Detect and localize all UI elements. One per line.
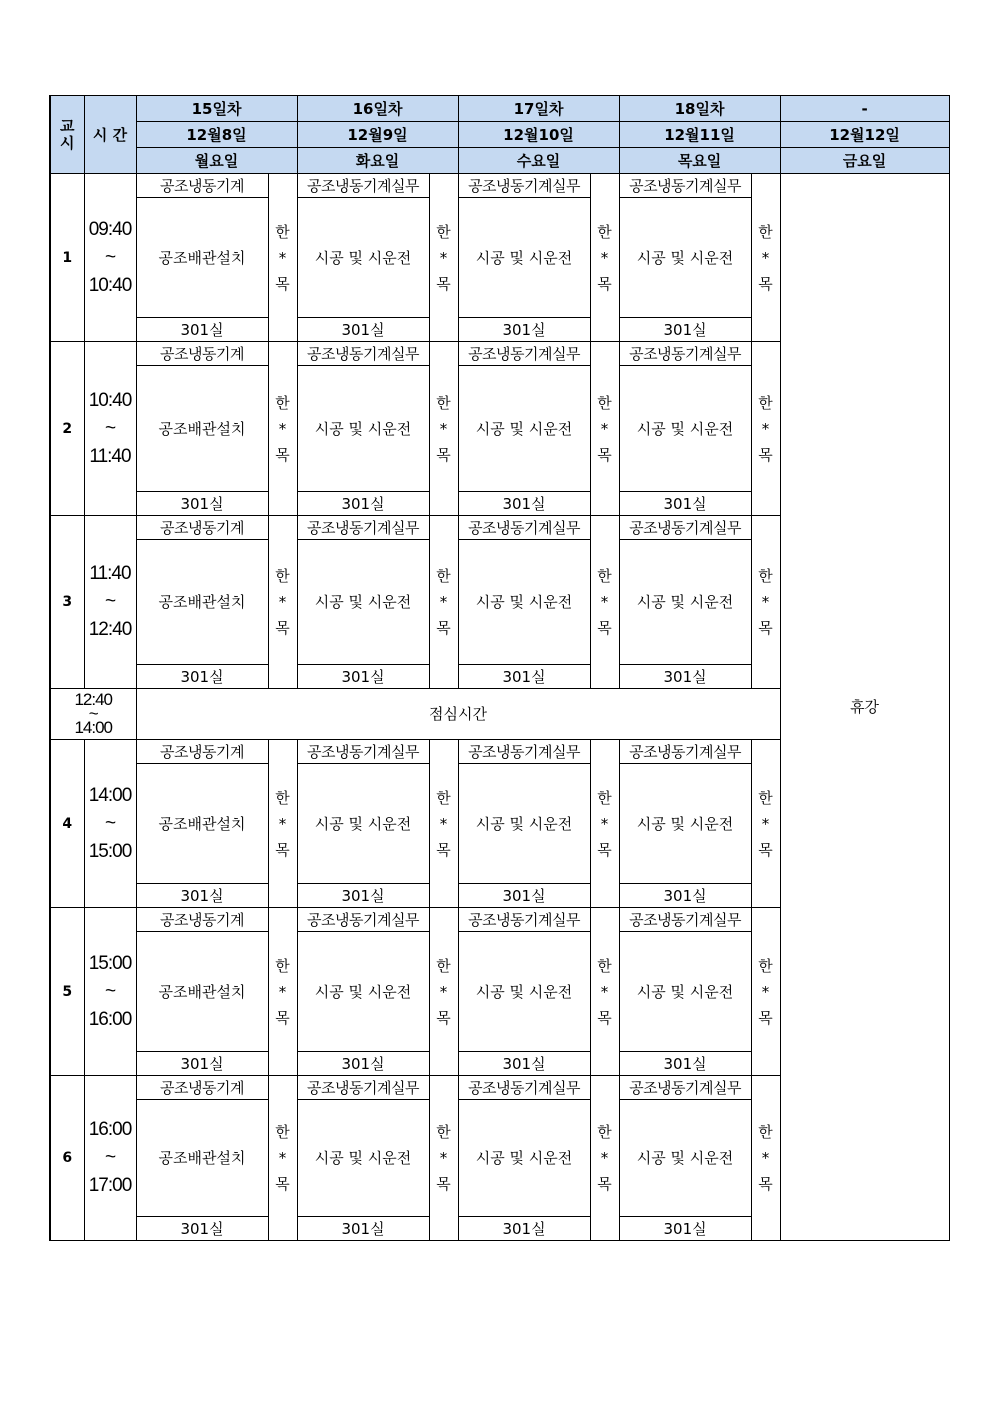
- instructor-line2: *: [600, 419, 609, 438]
- lesson-subject: 공조냉동기계실무: [297, 1076, 429, 1100]
- lunch-time-start: 12:40: [74, 690, 113, 709]
- instructor-line1: 한: [597, 956, 612, 975]
- period-header-char2: 시: [60, 133, 75, 152]
- lesson-room: 301실: [136, 1217, 268, 1241]
- lesson-unit: 시공 및 시운전: [619, 198, 751, 318]
- period-time: [84, 516, 136, 689]
- instructor-cell: [751, 908, 780, 1076]
- instructor-line3: 목: [275, 619, 290, 637]
- instructor-cell: [590, 740, 619, 908]
- period-time-start: 14:00: [88, 784, 132, 806]
- lesson-subject: 공조냉동기계: [136, 908, 268, 932]
- lunch-time-sep: ~: [88, 704, 98, 723]
- day-number: 17일차: [458, 96, 619, 122]
- instructor-line3: 목: [436, 1175, 451, 1193]
- instructor-line1: 한: [436, 956, 451, 975]
- lesson-unit: 시공 및 시운전: [297, 932, 429, 1052]
- period-number: 6: [50, 1076, 84, 1241]
- instructor-line3: 목: [597, 619, 612, 637]
- instructor-line1: 한: [758, 567, 773, 585]
- instructor-line2: *: [439, 419, 448, 438]
- lesson-room: 301실: [136, 1052, 268, 1076]
- instructor-line2: *: [278, 982, 287, 1001]
- instructor-line1: 한: [436, 222, 451, 241]
- lesson-unit: 시공 및 시운전: [458, 932, 590, 1052]
- instructor-line3: 목: [758, 619, 773, 637]
- day-date: 12월8일: [136, 122, 297, 148]
- lesson-subject: 공조냉동기계실무: [619, 740, 751, 764]
- instructor-line3: 목: [758, 840, 773, 859]
- instructor-line3: 목: [758, 274, 773, 293]
- day-number: 18일차: [619, 96, 780, 122]
- instructor-line1: 한: [597, 788, 612, 807]
- lesson-subject: 공조냉동기계실무: [458, 516, 590, 540]
- lesson-unit: 시공 및 시운전: [458, 1100, 590, 1217]
- lesson-room: 301실: [297, 1217, 429, 1241]
- lesson-room: 301실: [136, 884, 268, 908]
- header-row-weekday: [50, 148, 949, 174]
- period-time-start: 11:40: [89, 563, 131, 584]
- instructor-line3: 목: [275, 1008, 290, 1027]
- instructor-line3: 목: [436, 840, 451, 859]
- instructor-line1: 한: [275, 393, 290, 412]
- instructor-line3: 목: [597, 445, 612, 464]
- lesson-room: 301실: [297, 1052, 429, 1076]
- lesson-room: 301실: [297, 884, 429, 908]
- lesson-subject: 공조냉동기계실무: [619, 1076, 751, 1100]
- day-weekday: 화요일: [297, 148, 458, 174]
- period-time-start: 15:00: [88, 952, 132, 974]
- lesson-unit: 시공 및 시운전: [297, 540, 429, 665]
- lesson-unit: 시공 및 시운전: [619, 1100, 751, 1217]
- instructor-cell: [268, 174, 297, 342]
- lesson-room: 301실: [136, 492, 268, 516]
- lesson-room: 301실: [619, 1052, 751, 1076]
- instructor-line2: *: [761, 1149, 770, 1167]
- instructor-line1: 한: [758, 956, 773, 975]
- instructor-line3: 목: [597, 274, 612, 293]
- instructor-line1: 한: [436, 1123, 451, 1141]
- lesson-unit: 시공 및 시운전: [458, 540, 590, 665]
- period-time-sep: ~: [104, 812, 116, 834]
- lesson-room: 301실: [297, 492, 429, 516]
- lesson-unit: 시공 및 시운전: [458, 366, 590, 492]
- lesson-subject: 공조냉동기계: [136, 174, 268, 198]
- instructor-line2: *: [439, 593, 448, 611]
- instructor-cell: [268, 740, 297, 908]
- lesson-unit: 시공 및 시운전: [297, 1100, 429, 1217]
- period-time-sep: ~: [104, 591, 116, 612]
- period-time: [84, 342, 136, 516]
- instructor-line2: *: [278, 593, 287, 611]
- lesson-subject: 공조냉동기계실무: [458, 342, 590, 366]
- instructor-line1: 한: [597, 1123, 612, 1141]
- instructor-line1: 한: [275, 788, 290, 807]
- instructor-line3: 목: [275, 840, 290, 859]
- day-weekday: 목요일: [619, 148, 780, 174]
- period-number: 5: [50, 908, 84, 1076]
- period-number: 4: [50, 740, 84, 908]
- lunch-time-end: 14:00: [74, 718, 113, 737]
- lesson-room: 301실: [458, 492, 590, 516]
- instructor-cell: [429, 174, 458, 342]
- period-number: 2: [50, 342, 84, 516]
- instructor-line2: *: [761, 982, 770, 1001]
- instructor-line2: *: [600, 814, 609, 833]
- instructor-line3: 목: [436, 274, 451, 293]
- instructor-line1: 한: [275, 956, 290, 975]
- instructor-line3: 목: [436, 619, 451, 637]
- lesson-room: 301실: [619, 492, 751, 516]
- instructor-line2: *: [278, 1149, 287, 1167]
- lesson-unit: 공조배관설치: [136, 198, 268, 318]
- instructor-line1: 한: [758, 393, 773, 412]
- lesson-subject: 공조냉동기계: [136, 740, 268, 764]
- lesson-room: 301실: [619, 665, 751, 689]
- friday-cancelled: 휴강: [780, 174, 949, 1241]
- lesson-unit: 공조배관설치: [136, 366, 268, 492]
- period-header: [50, 96, 84, 174]
- instructor-cell: [429, 1076, 458, 1241]
- timetable: [49, 95, 950, 1241]
- period-number: 3: [50, 516, 84, 689]
- day-weekday: 수요일: [458, 148, 619, 174]
- instructor-cell: [268, 1076, 297, 1241]
- lesson-room: 301실: [458, 665, 590, 689]
- day-number: 16일차: [297, 96, 458, 122]
- lesson-room: 301실: [458, 318, 590, 342]
- instructor-line2: *: [761, 419, 770, 438]
- instructor-cell: [590, 174, 619, 342]
- instructor-line3: 목: [275, 445, 290, 464]
- lesson-room: 301실: [136, 318, 268, 342]
- instructor-line2: *: [600, 593, 609, 611]
- period-time-end: 12:40: [88, 619, 132, 640]
- instructor-line1: 한: [758, 788, 773, 807]
- instructor-cell: [429, 516, 458, 689]
- instructor-line3: 목: [436, 1008, 451, 1027]
- day-date: 12월12일: [780, 122, 949, 148]
- lesson-room: 301실: [619, 1217, 751, 1241]
- lesson-room: 301실: [136, 665, 268, 689]
- lesson-room: 301실: [297, 665, 429, 689]
- instructor-line3: 목: [597, 1175, 612, 1193]
- lesson-subject: 공조냉동기계실무: [619, 908, 751, 932]
- lesson-unit: 시공 및 시운전: [458, 764, 590, 884]
- lesson-subject: 공조냉동기계실무: [458, 740, 590, 764]
- lesson-subject: 공조냉동기계실무: [619, 516, 751, 540]
- instructor-line2: *: [439, 814, 448, 833]
- instructor-line1: 한: [275, 1123, 290, 1141]
- instructor-line2: *: [278, 419, 287, 438]
- instructor-line1: 한: [597, 393, 612, 412]
- lesson-unit: 시공 및 시운전: [458, 198, 590, 318]
- instructor-cell: [751, 342, 780, 516]
- lesson-subject: 공조냉동기계: [136, 1076, 268, 1100]
- lunch-time: [50, 689, 136, 740]
- period-time-end: 15:00: [88, 840, 132, 862]
- period-time: [84, 740, 136, 908]
- lesson-subject: 공조냉동기계실무: [297, 908, 429, 932]
- day-date: 12월11일: [619, 122, 780, 148]
- period-header-char1: 교: [60, 116, 75, 135]
- instructor-line1: 한: [597, 567, 612, 585]
- lesson-subject: 공조냉동기계실무: [619, 174, 751, 198]
- instructor-line1: 한: [275, 567, 290, 585]
- period-time: [84, 174, 136, 342]
- instructor-line2: *: [761, 248, 770, 267]
- instructor-line2: *: [439, 1149, 448, 1167]
- instructor-line3: 목: [436, 445, 451, 464]
- lunch-label: 점심시간: [136, 689, 780, 740]
- period-time-sep: ~: [104, 246, 116, 268]
- instructor-line3: 목: [275, 274, 290, 293]
- instructor-line3: 목: [275, 1175, 290, 1193]
- lesson-unit: 공조배관설치: [136, 540, 268, 665]
- period-time-end: 11:40: [89, 445, 131, 467]
- lesson-subject: 공조냉동기계: [136, 342, 268, 366]
- instructor-cell: [268, 516, 297, 689]
- instructor-line2: *: [278, 248, 287, 267]
- lesson-unit: 시공 및 시운전: [297, 764, 429, 884]
- instructor-line2: *: [600, 248, 609, 267]
- period-time-sep: ~: [104, 417, 116, 439]
- instructor-cell: [429, 740, 458, 908]
- lesson-subject: 공조냉동기계실무: [297, 342, 429, 366]
- instructor-line2: *: [600, 982, 609, 1001]
- day-number: -: [780, 96, 949, 122]
- lesson-room: 301실: [619, 318, 751, 342]
- instructor-line2: *: [278, 814, 287, 833]
- period-time-start: 16:00: [88, 1119, 132, 1140]
- lesson-unit: 시공 및 시운전: [619, 540, 751, 665]
- lesson-subject: 공조냉동기계실무: [458, 1076, 590, 1100]
- instructor-line3: 목: [597, 1008, 612, 1027]
- instructor-cell: [429, 908, 458, 1076]
- lesson-subject: 공조냉동기계실무: [458, 174, 590, 198]
- header-row-date: [50, 122, 949, 148]
- instructor-line1: 한: [436, 788, 451, 807]
- instructor-cell: [751, 516, 780, 689]
- period-time-end: 10:40: [88, 274, 132, 296]
- lesson-room: 301실: [458, 1052, 590, 1076]
- lesson-subject: 공조냉동기계실무: [619, 342, 751, 366]
- time-header: 시 간: [84, 96, 136, 174]
- instructor-cell: [590, 908, 619, 1076]
- lesson-unit: 공조배관설치: [136, 932, 268, 1052]
- instructor-line1: 한: [436, 567, 451, 585]
- instructor-cell: [590, 342, 619, 516]
- instructor-line3: 목: [758, 1008, 773, 1027]
- instructor-line3: 목: [758, 1175, 773, 1193]
- instructor-cell: [429, 342, 458, 516]
- lesson-unit: 시공 및 시운전: [297, 198, 429, 318]
- day-weekday: 금요일: [780, 148, 949, 174]
- period-time-end: 17:00: [88, 1175, 132, 1196]
- lesson-subject: 공조냉동기계실무: [458, 908, 590, 932]
- lesson-room: 301실: [458, 1217, 590, 1241]
- instructor-line2: *: [600, 1149, 609, 1167]
- period-time: [84, 908, 136, 1076]
- period-time-sep: ~: [104, 1147, 116, 1168]
- lesson-room: 301실: [619, 884, 751, 908]
- instructor-line1: 한: [275, 222, 290, 241]
- instructor-cell: [751, 1076, 780, 1241]
- instructor-cell: [751, 174, 780, 342]
- period-row-top: [50, 174, 949, 198]
- lesson-unit: 시공 및 시운전: [297, 366, 429, 492]
- instructor-line1: 한: [758, 222, 773, 241]
- instructor-line2: *: [439, 982, 448, 1001]
- period-number: 1: [50, 174, 84, 342]
- instructor-line1: 한: [597, 222, 612, 241]
- instructor-line2: *: [439, 248, 448, 267]
- instructor-cell: [751, 740, 780, 908]
- lesson-room: 301실: [458, 884, 590, 908]
- period-time-sep: ~: [104, 980, 116, 1002]
- instructor-cell: [590, 1076, 619, 1241]
- day-date: 12월10일: [458, 122, 619, 148]
- period-time: [84, 1076, 136, 1241]
- instructor-line2: *: [761, 814, 770, 833]
- instructor-line1: 한: [436, 393, 451, 412]
- day-weekday: 월요일: [136, 148, 297, 174]
- lesson-subject: 공조냉동기계: [136, 516, 268, 540]
- instructor-line3: 목: [758, 445, 773, 464]
- lesson-room: 301실: [297, 318, 429, 342]
- lesson-unit: 시공 및 시운전: [619, 366, 751, 492]
- instructor-cell: [268, 342, 297, 516]
- instructor-cell: [590, 516, 619, 689]
- lesson-unit: 공조배관설치: [136, 1100, 268, 1217]
- header-row-dayno: [50, 96, 949, 122]
- instructor-line3: 목: [597, 840, 612, 859]
- day-number: 15일차: [136, 96, 297, 122]
- day-date: 12월9일: [297, 122, 458, 148]
- lesson-unit: 시공 및 시운전: [619, 932, 751, 1052]
- instructor-line2: *: [761, 593, 770, 611]
- lesson-unit: 공조배관설치: [136, 764, 268, 884]
- period-time-end: 16:00: [88, 1008, 132, 1030]
- instructor-cell: [268, 908, 297, 1076]
- lesson-subject: 공조냉동기계실무: [297, 740, 429, 764]
- lesson-subject: 공조냉동기계실무: [297, 174, 429, 198]
- period-time-start: 09:40: [88, 218, 132, 240]
- instructor-line1: 한: [758, 1123, 773, 1141]
- period-time-start: 10:40: [88, 389, 132, 411]
- lesson-subject: 공조냉동기계실무: [297, 516, 429, 540]
- lesson-unit: 시공 및 시운전: [619, 764, 751, 884]
